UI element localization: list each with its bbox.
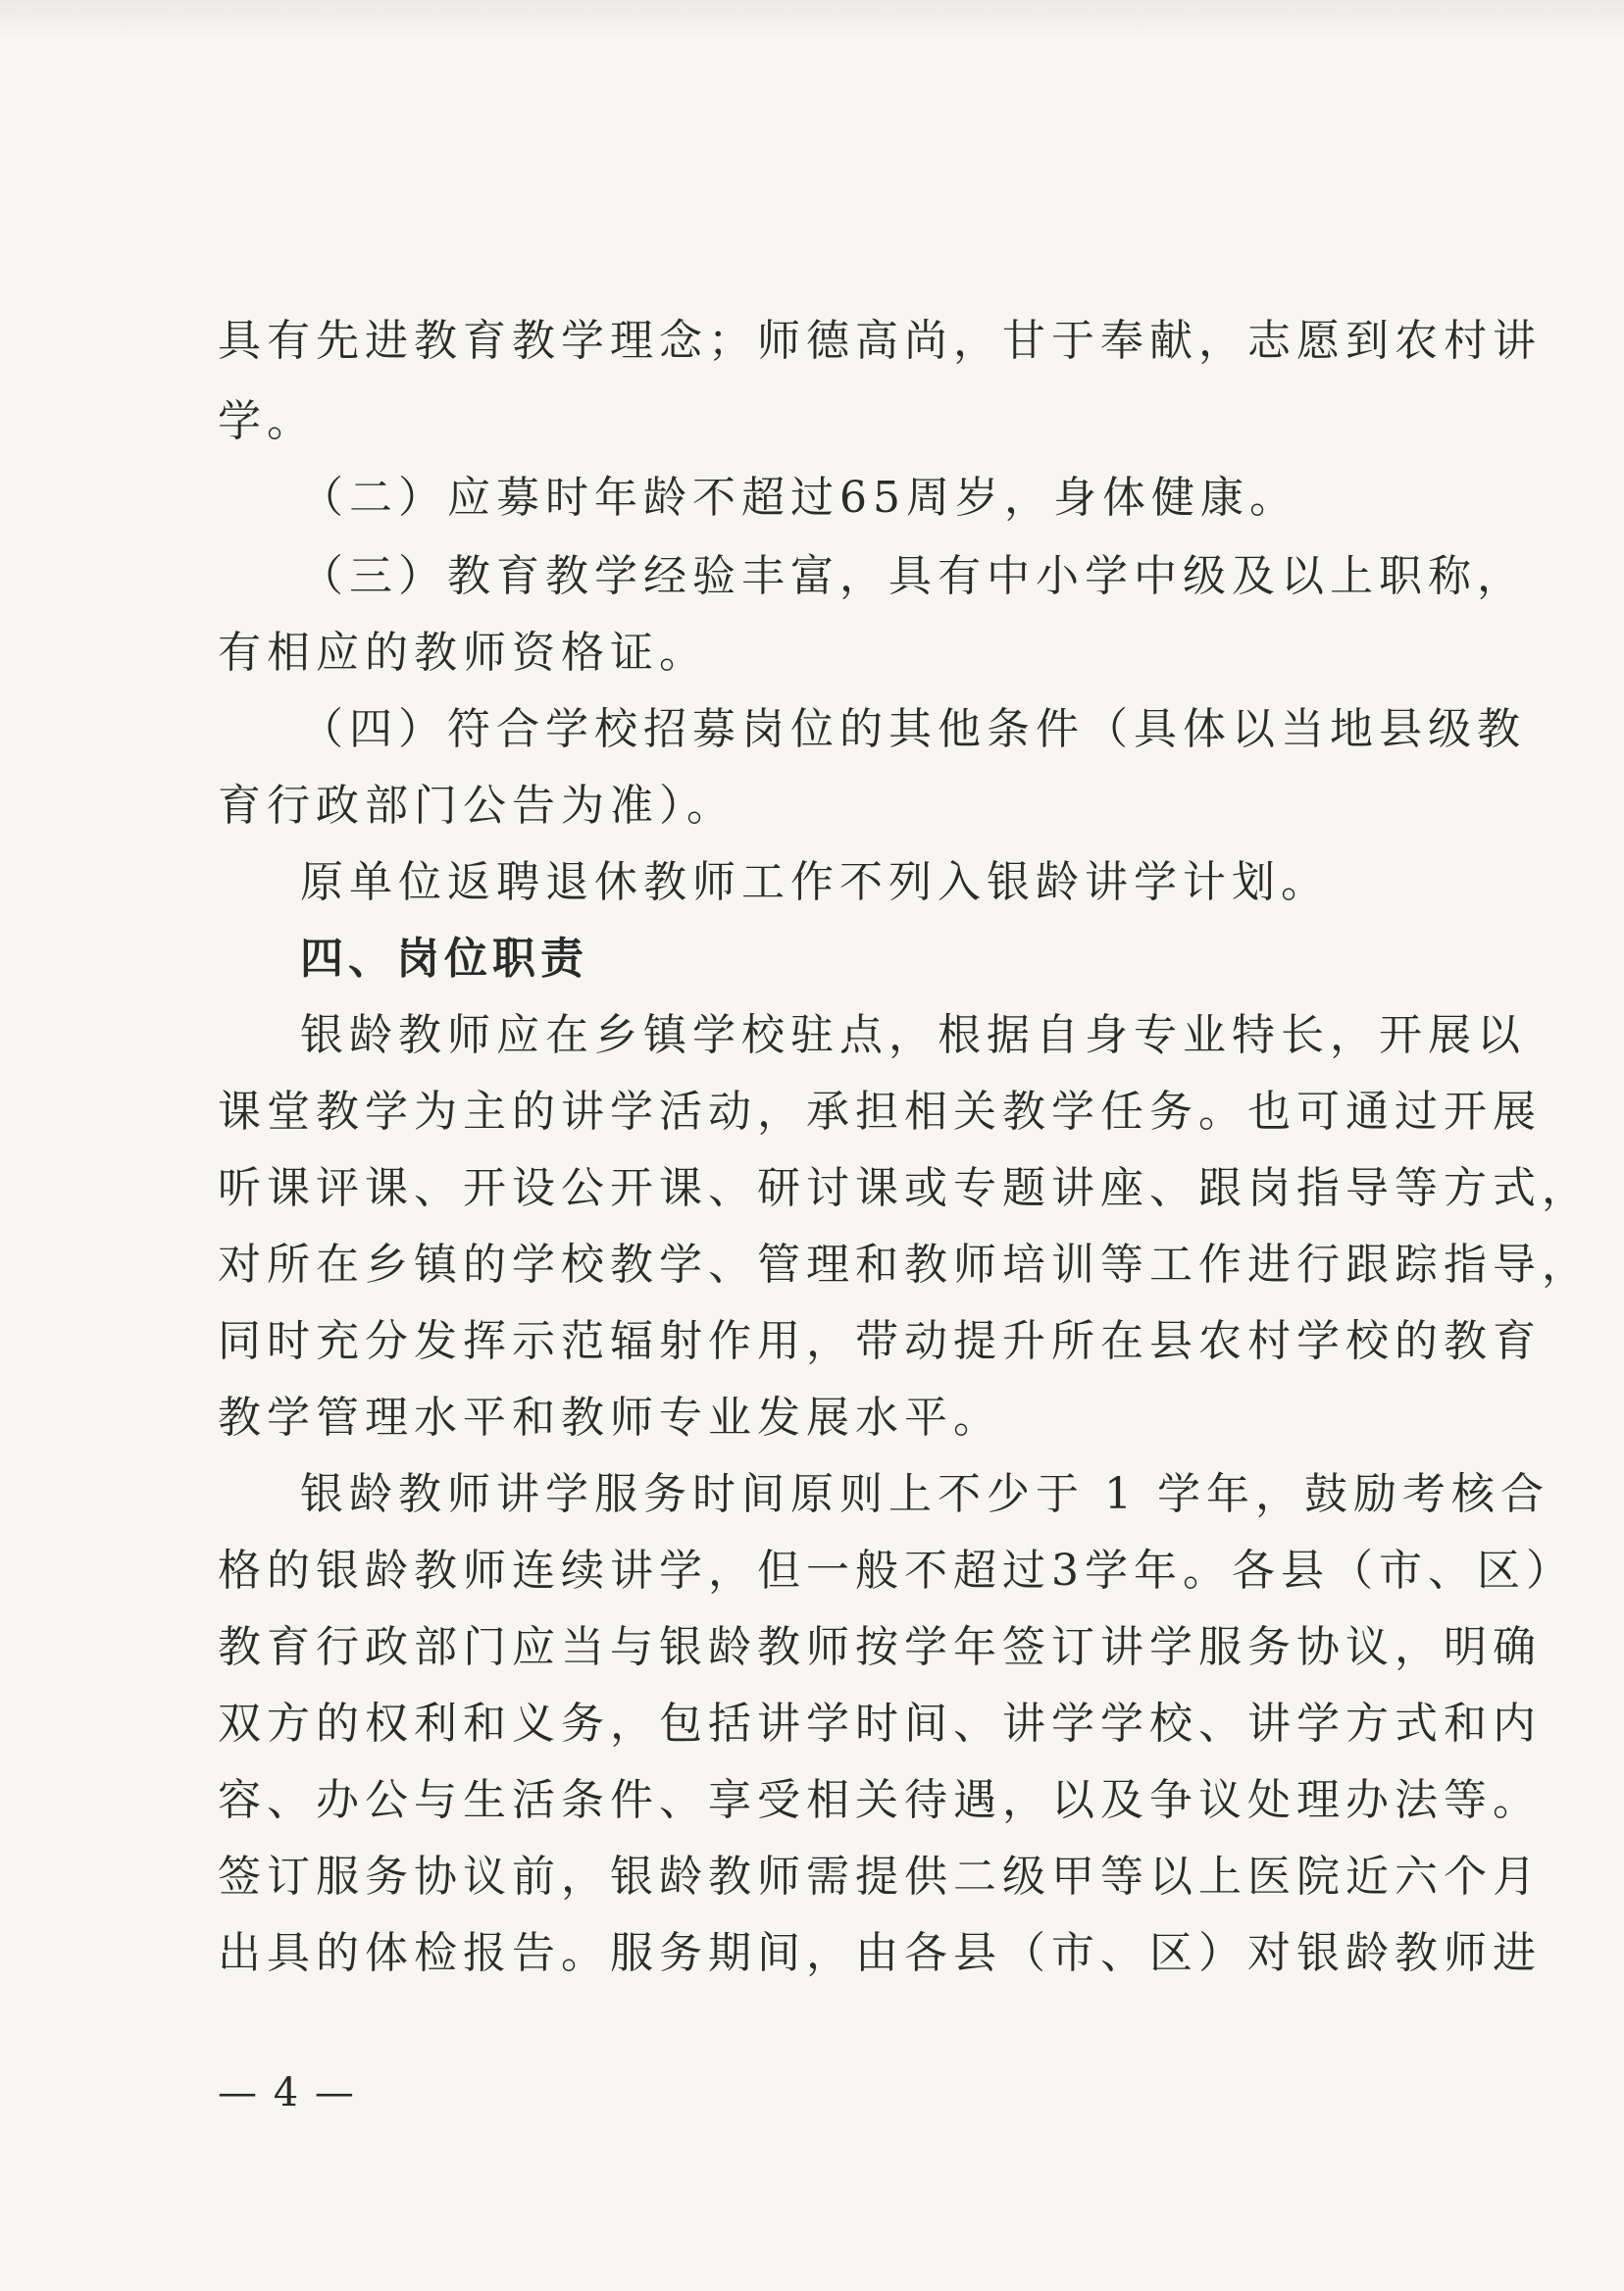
body-line: 教学管理水平和教师专业发展水平。 [218, 1393, 1002, 1443]
body-line: 容、办公与生活条件、享受相关待遇，以及争议处理办法等。 [218, 1775, 1542, 1825]
body-line: 格的银龄教师连续讲学，但一般不超过3学年。各县（市、区） [218, 1546, 1575, 1596]
body-line: 出具的体检报告。服务期间，由各县（市、区）对银龄教师进 [218, 1928, 1542, 1978]
body-line: 教育行政部门应当与银龄教师按学年签订讲学服务协议，明确 [218, 1622, 1542, 1672]
body-line: 对所在乡镇的学校教学、管理和教师培训等工作进行跟踪指导， [218, 1240, 1591, 1290]
body-line: 课堂教学为主的讲学活动，承担相关教学任务。也可通过开展 [218, 1087, 1542, 1137]
page-number: — 4 — [218, 2070, 356, 2115]
list-item-2: （二）应募时年龄不超过65周岁，身体健康。 [300, 473, 1298, 523]
body-line: 签订服务协议前，银龄教师需提供二级甲等以上医院近六个月 [218, 1852, 1542, 1902]
scan-edge [0, 0, 1624, 39]
body-line: 有相应的教师资格证。 [218, 628, 708, 678]
body-line: 原单位返聘退休教师工作不列入银龄讲学计划。 [300, 857, 1330, 907]
list-item-4: （四）符合学校招募岗位的其他条件（具体以当地县级教 [300, 704, 1526, 754]
body-line: 具有先进教育教学理念；师德高尚，甘于奉献，志愿到农村讲 [218, 316, 1542, 366]
body-line: 育行政部门公告为准）。 [218, 781, 736, 831]
body-line: 同时充分发挥示范辐射作用，带动提升所在县农村学校的教育 [218, 1316, 1542, 1366]
body-line: 银龄教师讲学服务时间原则上不少于 1 学年，鼓励考核合 [300, 1469, 1549, 1519]
body-line: 银龄教师应在乡镇学校驻点，根据自身专业特长，开展以 [300, 1010, 1526, 1060]
body-line: 双方的权利和义务，包括讲学时间、讲学学校、讲学方式和内 [218, 1699, 1542, 1749]
section-heading: 四、岗位职责 [300, 934, 588, 984]
body-line: 听课评课、开设公开课、研讨课或专题讲座、跟岗指导等方式， [218, 1163, 1591, 1213]
list-item-3: （三）教育教学经验丰富，具有中小学中级及以上职称， [300, 551, 1526, 601]
body-line: 学。 [218, 396, 316, 446]
